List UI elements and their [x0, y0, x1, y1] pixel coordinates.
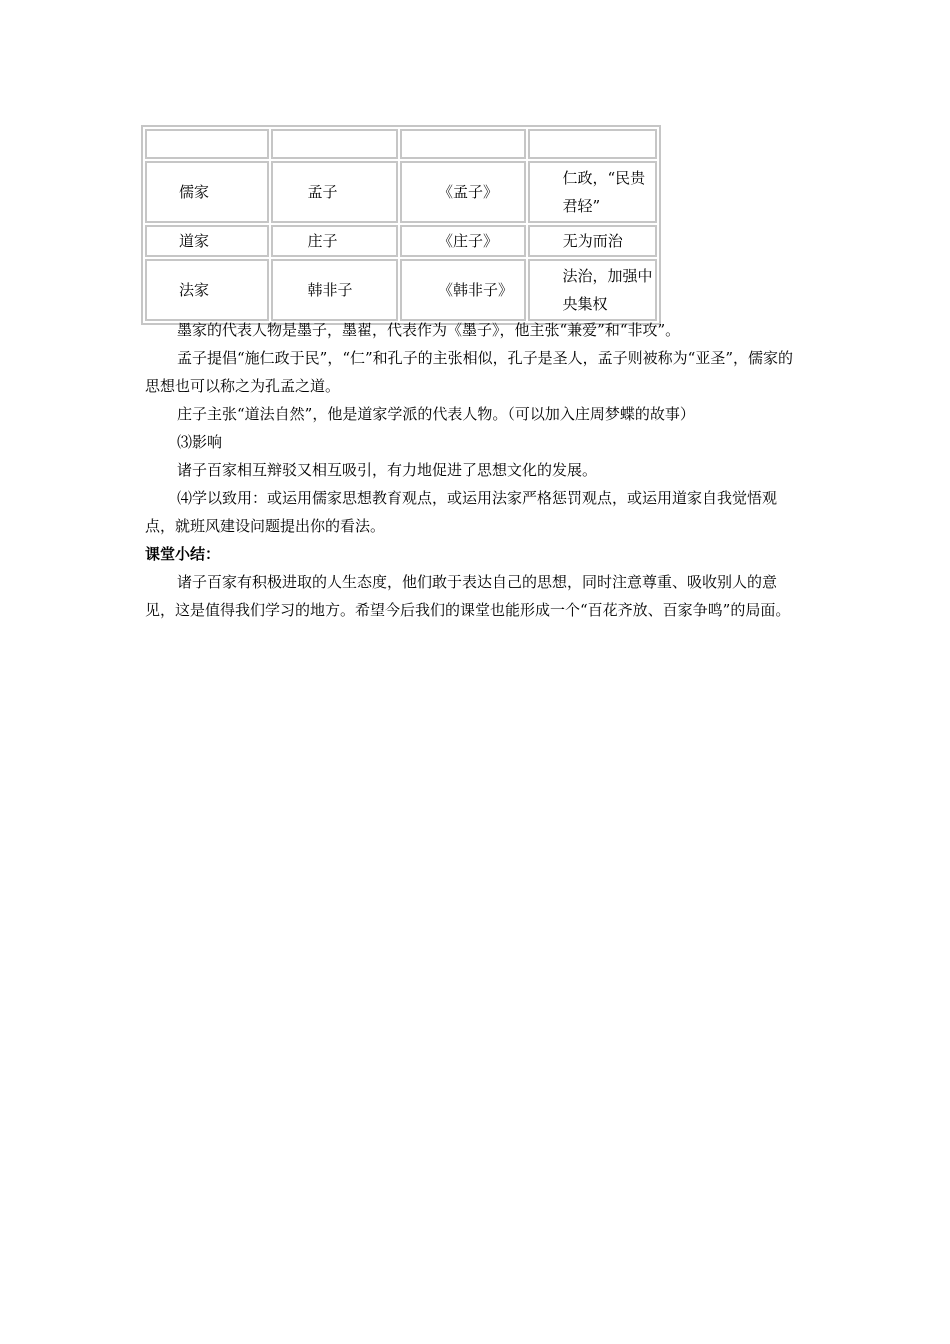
- person-cell: 庄子: [271, 225, 398, 257]
- person-cell: 韩非子: [271, 259, 398, 321]
- table-row: [145, 259, 657, 321]
- paragraph-influence: 诸子百家相互辩驳又相互吸引，有力地促进了思想文化的发展。: [177, 461, 598, 479]
- work-cell: 《孟子》: [400, 161, 527, 223]
- summary-heading: 课堂小结：: [145, 545, 221, 563]
- paragraph-application: ⑷学以致用：或运用儒家思想教育观点，或运用法家严格惩罚观点，或运用道家自我觉悟观点，就班风建设问题提出你的看法。: [145, 489, 778, 535]
- table-cell: [271, 129, 398, 159]
- idea-text: 法治，加强中央集权: [562, 267, 653, 313]
- document-body: [145, 316, 805, 624]
- paragraph-mencius: 孟子提倡“施仁政于民”，“仁”和孔子的主张相似，孔子是圣人，孟子则被称为“亚圣”，儒家的思想也可以称之为孔孟之道。: [145, 349, 794, 395]
- paragraph-zhuangzi: 庄子主张“道法自然”，他是道家学派的代表人物。（可以加入庄周梦蝶的故事）: [177, 405, 695, 423]
- idea-text: 仁政，“民贵君轻”: [562, 169, 646, 215]
- person-cell: 孟子: [271, 161, 398, 223]
- idea-cell: 无为而治: [528, 225, 657, 257]
- paragraph-mohist: 墨家的代表人物是墨子，墨翟，代表作为《墨子》，他主张“兼爱”和“非攻”。: [177, 321, 681, 339]
- school-cell: 法家: [145, 259, 269, 321]
- table-cell: [145, 129, 269, 159]
- table-cell: [528, 129, 657, 159]
- table-row: [145, 225, 657, 257]
- school-cell: 道家: [145, 225, 269, 257]
- paragraph-summary: 诸子百家有积极进取的人生态度，他们敢于表达自己的思想，同时注意尊重、吸收别人的意见，这是值得我们学习的地方。希望今后我们的课堂也能形成一个“百花齐放、百家争鸣”的局面。: [145, 573, 791, 619]
- school-cell: 儒家: [145, 161, 269, 223]
- idea-cell: [528, 161, 657, 223]
- table-header-row: [145, 129, 657, 159]
- work-cell: 《韩非子》: [400, 259, 527, 321]
- section-influence: ⑶影响: [177, 433, 223, 451]
- idea-cell: [528, 259, 657, 321]
- table-cell: [400, 129, 527, 159]
- work-cell: 《庄子》: [400, 225, 527, 257]
- table-row: [145, 161, 657, 223]
- schools-table: [141, 125, 661, 325]
